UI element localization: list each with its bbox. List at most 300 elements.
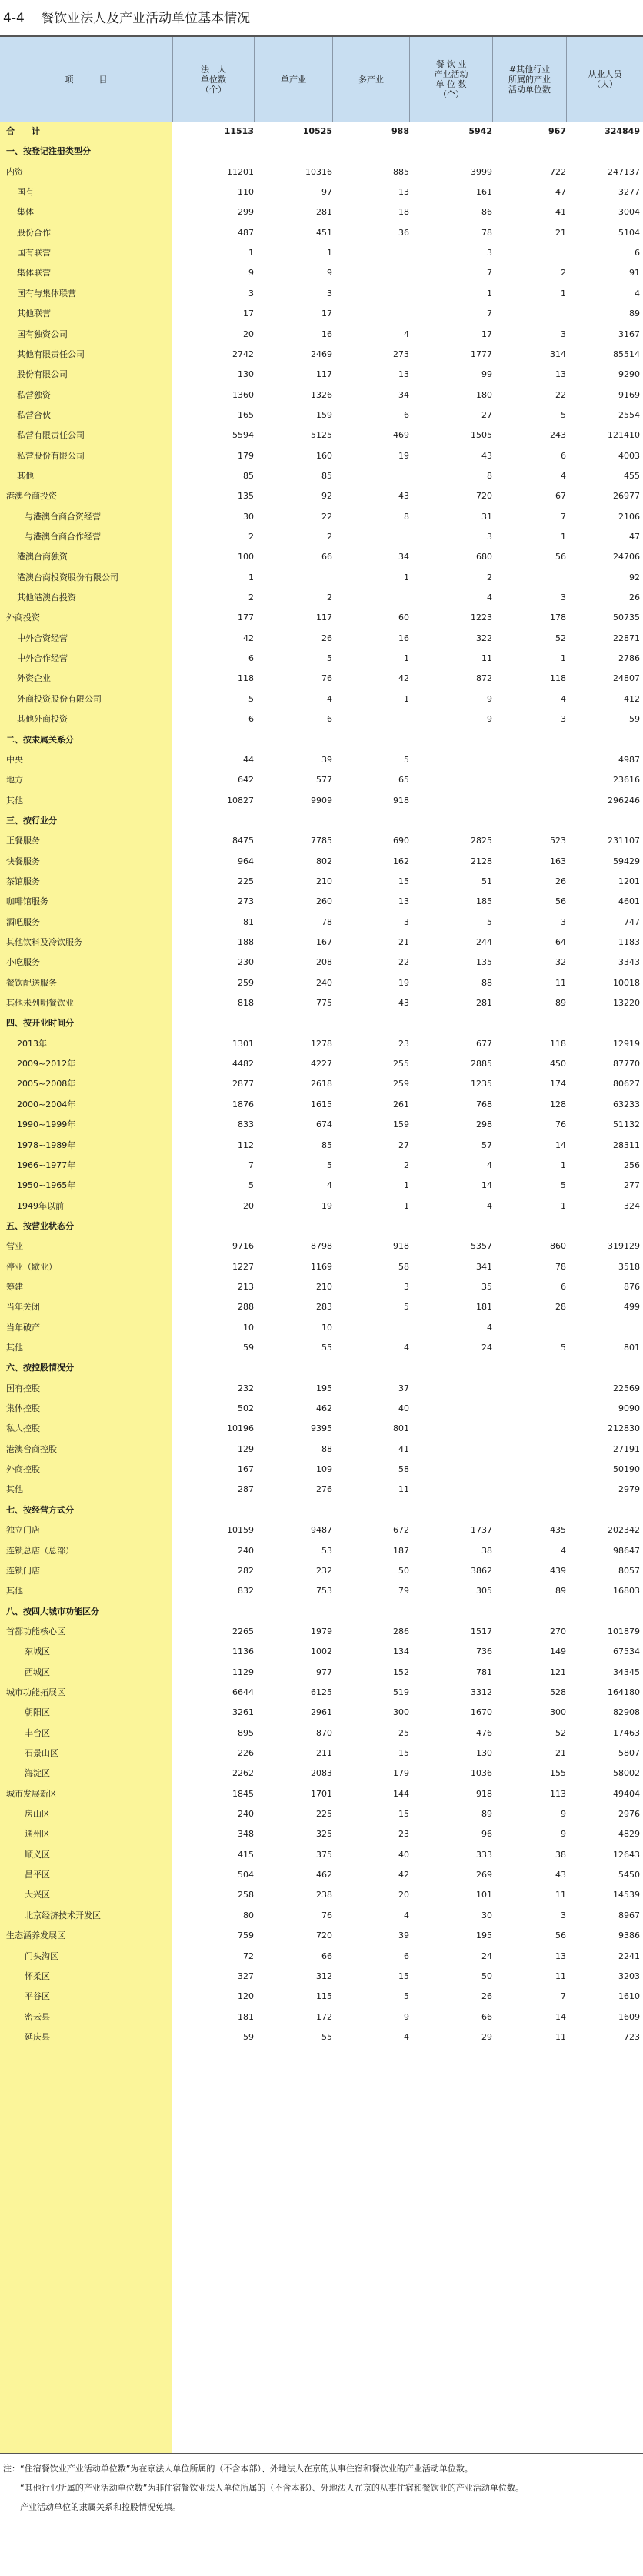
row-value: 299 (238, 207, 254, 218)
row-value: 85 (243, 470, 254, 481)
row-value: 333 (476, 1849, 492, 1860)
row-value: 314 (550, 349, 566, 359)
row-value: 5 (404, 754, 409, 765)
row-value: 65 (398, 775, 409, 786)
row-value: 1777 (471, 349, 492, 359)
row-value: 82908 (613, 1707, 640, 1718)
table-row (0, 1642, 643, 1662)
row-value: 300 (550, 1707, 566, 1718)
section-header-row (0, 1216, 643, 1236)
table-row (0, 1541, 643, 1561)
row-value: 8 (404, 511, 409, 522)
row-value: 43 (555, 1870, 566, 1880)
row-value: 277 (624, 1180, 640, 1191)
row-label: 咖啡馆服务 (6, 896, 48, 907)
row-label: 私营股份有限公司 (17, 450, 85, 461)
row-value: 3 (404, 1281, 409, 1292)
row-value: 273 (238, 896, 254, 907)
row-label: 股份合作 (17, 227, 51, 238)
table-row (0, 852, 643, 872)
row-label: 内资 (6, 166, 23, 177)
row-value: 22 (555, 389, 566, 400)
row-value (409, 791, 492, 811)
row-value: 4 (404, 2031, 409, 2042)
row-label: 外商投资 (6, 612, 40, 623)
row-value: 1701 (311, 1788, 332, 1799)
row-label: 港澳台商独资 (17, 552, 68, 562)
row-value: 2976 (618, 1809, 640, 1820)
table-row (0, 162, 643, 182)
row-value: 273 (393, 349, 409, 359)
row-value: 15 (398, 1748, 409, 1758)
row-value: 17 (481, 329, 492, 339)
row-value: 375 (316, 1849, 332, 1860)
table-row (0, 1136, 643, 1156)
table-row (0, 486, 643, 506)
row-value: 162 (393, 856, 409, 866)
row-value: 1 (561, 653, 566, 664)
row-value: 188 (238, 937, 254, 947)
row-value: 10 (243, 1322, 254, 1333)
row-value (409, 750, 492, 770)
row-value: 117 (316, 612, 332, 623)
row-value: 885 (393, 166, 409, 177)
row-value: 26 (555, 876, 566, 886)
row-value: 9 (487, 714, 492, 725)
table-row (0, 953, 643, 973)
row-value: 1876 (232, 1099, 254, 1109)
row-value (332, 709, 409, 729)
row-value: 870 (316, 1727, 332, 1738)
row-value (409, 1399, 492, 1419)
row-value: 451 (316, 227, 332, 238)
row-value: 67534 (613, 1647, 640, 1657)
row-value: 163 (550, 856, 566, 866)
table-row (0, 1561, 643, 1581)
row-value (409, 730, 492, 750)
row-value: 40 (398, 1403, 409, 1414)
row-label: 丰台区 (25, 1727, 50, 1738)
row-label: 其他饮料及冷饮服务 (6, 937, 82, 947)
row-value: 988 (391, 126, 409, 136)
row-value: 78 (555, 1261, 566, 1272)
row-value: 118 (550, 1038, 566, 1049)
row-value: 1227 (232, 1261, 254, 1272)
row-value: 12643 (613, 1849, 640, 1860)
row-value (492, 1358, 566, 1378)
row-value: 232 (238, 1383, 254, 1393)
row-value: 1 (248, 248, 254, 259)
table-row (0, 325, 643, 345)
row-value: 89 (629, 309, 640, 319)
row-value: 504 (238, 1870, 254, 1880)
row-value: 9386 (618, 1930, 640, 1941)
row-value: 9 (487, 693, 492, 704)
table-row (0, 1074, 643, 1094)
row-value: 723 (624, 2031, 640, 2042)
row-value: 415 (238, 1849, 254, 1860)
row-value: 4 (487, 1200, 492, 1211)
row-label: 股份有限公司 (17, 369, 68, 380)
table-number: 4-4 (3, 11, 25, 26)
row-label: 快餐服务 (6, 856, 40, 866)
row-value: 6 (248, 653, 254, 664)
row-value (332, 1500, 409, 1520)
row-value: 51132 (613, 1119, 640, 1130)
table-row (0, 345, 643, 365)
row-value: 2742 (232, 349, 254, 359)
table-row (0, 750, 643, 770)
row-value: 720 (316, 1930, 332, 1941)
row-value: 918 (476, 1788, 492, 1799)
row-value: 270 (550, 1626, 566, 1637)
row-value: 24706 (613, 552, 640, 562)
row-value: 2 (487, 572, 492, 582)
table-row (0, 669, 643, 689)
row-value: 121 (550, 1667, 566, 1677)
row-value: 14 (555, 1140, 566, 1150)
row-value: 487 (238, 227, 254, 238)
row-value: 3 (561, 329, 566, 339)
row-label: 当年破产 (6, 1322, 40, 1333)
row-label: 一、按登记注册类型分 (6, 146, 91, 157)
row-value: 4 (487, 1160, 492, 1170)
row-value: 9909 (311, 795, 332, 806)
row-value: 11 (481, 653, 492, 664)
row-value: 155 (550, 1768, 566, 1779)
row-value: 9716 (232, 1241, 254, 1252)
row-label: 连锁门店 (6, 1565, 40, 1576)
row-value: 4 (404, 1343, 409, 1353)
row-label: 独立门店 (6, 1525, 40, 1536)
row-value: 833 (238, 1119, 254, 1130)
row-value: 4 (487, 592, 492, 603)
row-value: 288 (238, 1302, 254, 1313)
row-value: 9290 (618, 369, 640, 380)
row-value: 455 (624, 470, 640, 481)
row-value: 1 (561, 1200, 566, 1211)
row-value: 128 (550, 1099, 566, 1109)
row-value: 5 (487, 916, 492, 927)
row-label: 筹建 (6, 1281, 23, 1292)
row-value: 502 (238, 1403, 254, 1414)
row-value: 1 (248, 572, 254, 582)
row-value: 3277 (618, 187, 640, 198)
row-value: 26 (481, 1991, 492, 2002)
table-row (0, 1763, 643, 1784)
row-value: 18 (398, 207, 409, 218)
row-value: 5357 (471, 1241, 492, 1252)
row-value: 2 (248, 532, 254, 542)
row-value: 78 (481, 227, 492, 238)
row-value: 89 (555, 1586, 566, 1597)
row-value: 226 (238, 1748, 254, 1758)
row-value: 2 (327, 592, 332, 603)
row-value: 10018 (613, 977, 640, 988)
row-value: 172 (316, 2011, 332, 2022)
row-value: 281 (476, 998, 492, 1009)
row-value: 99 (481, 369, 492, 380)
row-value: 40 (398, 1849, 409, 1860)
section-header-row (0, 1500, 643, 1520)
row-label: 城市功能拓展区 (6, 1687, 65, 1697)
row-value (492, 1379, 566, 1399)
row-value: 42 (243, 632, 254, 643)
row-value: 9 (404, 2011, 409, 2022)
row-value: 736 (476, 1647, 492, 1657)
row-value: 9487 (311, 1525, 332, 1536)
row-value: 860 (550, 1241, 566, 1252)
row-value: 1 (404, 1180, 409, 1191)
row-value: 231107 (608, 836, 640, 846)
row-value: 225 (316, 1809, 332, 1820)
footnote: “其他行业所属的产业活动单位数”为非住宿餐饮业法人单位所属的（不含本部）、外地法人在京的从事住宿和餐饮业的产业活动单位数。 (3, 2483, 524, 2493)
row-value (332, 304, 409, 324)
row-label: 石景山区 (25, 1748, 58, 1758)
row-label: 2013年 (17, 1038, 47, 1049)
row-value: 341 (476, 1261, 492, 1272)
row-value: 1360 (232, 389, 254, 400)
row-label: 酒吧服务 (6, 916, 40, 927)
row-value: 53 (322, 1545, 332, 1556)
row-value: 211 (316, 1748, 332, 1758)
row-value: 152 (393, 1667, 409, 1677)
row-value: 1670 (471, 1707, 492, 1718)
row-value: 1 (561, 288, 566, 299)
row-label: 其他联营 (17, 309, 51, 319)
table-row (0, 1460, 643, 1480)
row-label: 2009~2012年 (17, 1059, 76, 1069)
table-row (0, 1581, 643, 1601)
row-value: 1169 (311, 1261, 332, 1272)
row-value: 22 (322, 511, 332, 522)
row-label: 港澳台商投资股份有限公司 (17, 572, 118, 582)
table-row (0, 405, 643, 425)
row-label: 其他未列明餐饮业 (6, 998, 74, 1009)
table-row (0, 1865, 643, 1885)
table-row (0, 1683, 643, 1703)
row-label: 怀柔区 (25, 1970, 50, 1981)
row-value: 977 (316, 1667, 332, 1677)
table-row (0, 2027, 643, 2047)
row-value: 7 (487, 268, 492, 279)
row-value (172, 811, 254, 831)
row-value: 5125 (311, 430, 332, 441)
row-value: 450 (550, 1059, 566, 1069)
row-value (492, 243, 566, 263)
row-value: 23 (398, 1829, 409, 1840)
row-value: 9 (248, 268, 254, 279)
table-row (0, 1095, 643, 1115)
row-value (492, 1399, 566, 1419)
row-value: 181 (476, 1302, 492, 1313)
row-value: 42 (398, 673, 409, 684)
row-value (492, 791, 566, 811)
table-row (0, 649, 643, 669)
row-value: 38 (555, 1849, 566, 1860)
row-value: 15 (398, 1970, 409, 1981)
row-value: 59 (629, 714, 640, 725)
row-value: 100 (238, 552, 254, 562)
row-value: 21 (398, 937, 409, 947)
row-value: 10159 (227, 1525, 254, 1536)
row-value: 4 (487, 1322, 492, 1333)
row-value: 13 (555, 1950, 566, 1961)
row-value: 213 (238, 1281, 254, 1292)
row-label: 停业（歇业） (6, 1261, 57, 1272)
row-value: 324 (624, 1200, 640, 1211)
row-value: 10316 (305, 166, 332, 177)
row-value: 5 (404, 1991, 409, 2002)
row-value: 3 (561, 714, 566, 725)
row-value: 5942 (468, 126, 492, 136)
row-value: 113 (550, 1788, 566, 1799)
table-row (0, 1824, 643, 1844)
row-label: 集体 (17, 207, 34, 218)
row-value: 259 (238, 977, 254, 988)
row-value (409, 1602, 492, 1622)
row-label: 八、按四大城市功能区分 (6, 1606, 99, 1617)
row-value: 876 (624, 1281, 640, 1292)
row-value: 327 (238, 1970, 254, 1981)
row-value (332, 284, 409, 304)
row-value: 1 (404, 1200, 409, 1211)
row-value: 240 (238, 1545, 254, 1556)
row-value: 110 (238, 187, 254, 198)
row-value (332, 1358, 409, 1378)
row-value: 298 (476, 1119, 492, 1130)
row-value: 58 (398, 1261, 409, 1272)
row-value: 56 (555, 896, 566, 907)
row-value: 1845 (232, 1788, 254, 1799)
row-value: 674 (316, 1119, 332, 1130)
header-establishments: 餐 饮 业 产业活动 单 位 数 （个） (409, 37, 492, 122)
row-value: 1129 (232, 1667, 254, 1677)
row-label: 朝阳区 (25, 1707, 50, 1718)
row-label: 集体联营 (17, 268, 51, 279)
row-value: 230 (238, 957, 254, 968)
row-value: 7 (561, 511, 566, 522)
row-value: 801 (393, 1423, 409, 1434)
row-value: 4 (327, 693, 332, 704)
row-label: 通州区 (25, 1829, 50, 1840)
row-value: 88 (322, 1443, 332, 1454)
row-value: 208 (316, 957, 332, 968)
row-label: 合 计 (6, 126, 40, 136)
row-value: 10 (322, 1322, 332, 1333)
row-value: 50 (481, 1970, 492, 1981)
table-row (0, 1176, 643, 1196)
footnotes (3, 2459, 638, 2517)
table-row (0, 1926, 643, 1946)
row-label: 其他 (6, 1586, 23, 1597)
row-label: 首都功能核心区 (6, 1626, 65, 1637)
row-label: 私人控股 (6, 1423, 40, 1434)
row-label: 茶馆服务 (6, 876, 40, 886)
row-label: 连锁总店（总部） (6, 1545, 74, 1556)
row-label: 1990~1999年 (17, 1119, 76, 1130)
row-value (566, 1318, 640, 1338)
row-label: 港澳台商投资 (6, 491, 57, 502)
row-value: 59 (243, 2031, 254, 2042)
table-row (0, 791, 643, 811)
row-value: 85 (322, 470, 332, 481)
row-value: 8798 (311, 1241, 332, 1252)
table-row (0, 223, 643, 243)
row-value (254, 811, 332, 831)
row-value: 1517 (471, 1626, 492, 1637)
row-value (172, 1216, 254, 1236)
row-value: 164180 (608, 1687, 640, 1697)
row-value: 49404 (613, 1788, 640, 1799)
table-row (0, 770, 643, 790)
row-value: 25 (398, 1727, 409, 1738)
row-value (566, 811, 640, 831)
row-value: 259 (393, 1079, 409, 1089)
footnote: 注：“住宿餐饮业产业活动单位数”为在京法人单位所属的（不含本部）、外地法人在京的从事住宿和餐饮业的产业活动单位数。 (3, 2464, 473, 2474)
row-value (254, 142, 332, 162)
row-value: 4601 (618, 896, 640, 907)
row-value: 677 (476, 1038, 492, 1049)
row-value: 7 (561, 1991, 566, 2002)
row-value: 6 (404, 409, 409, 420)
row-value: 1036 (471, 1768, 492, 1779)
row-value (332, 1602, 409, 1622)
row-value: 1235 (471, 1079, 492, 1089)
row-value: 1 (404, 572, 409, 582)
section-header-row (0, 1013, 643, 1033)
row-value: 3261 (232, 1707, 254, 1718)
row-value: 55 (322, 2031, 332, 2042)
header-legal-units: 法 人 单位数 （个） (172, 37, 254, 122)
row-value: 144 (393, 1788, 409, 1799)
row-label: 其他 (6, 1484, 23, 1495)
row-label: 国有联营 (17, 248, 51, 259)
row-value: 115 (316, 1991, 332, 2002)
table-row (0, 1967, 643, 1987)
row-value: 195 (476, 1930, 492, 1941)
row-value: 722 (550, 166, 566, 177)
row-value: 6644 (232, 1687, 254, 1697)
row-value: 642 (238, 775, 254, 786)
table-row (0, 182, 643, 202)
row-value: 63233 (613, 1099, 640, 1109)
row-value: 747 (624, 916, 640, 927)
row-value: 11 (555, 1970, 566, 1981)
row-value: 439 (550, 1565, 566, 1576)
table-row (0, 993, 643, 1013)
table-body (0, 122, 643, 2453)
row-value (254, 1500, 332, 1520)
row-value: 120 (238, 1991, 254, 2002)
row-value: 22569 (613, 1383, 640, 1393)
row-value: 1223 (471, 612, 492, 623)
row-value: 98647 (613, 1545, 640, 1556)
row-value: 6 (561, 450, 566, 461)
row-value: 5104 (618, 227, 640, 238)
row-value: 759 (238, 1930, 254, 1941)
row-value: 238 (316, 1890, 332, 1900)
row-value: 918 (393, 1241, 409, 1252)
row-value: 43 (481, 450, 492, 461)
row-value: 283 (316, 1302, 332, 1313)
row-value: 11 (555, 977, 566, 988)
table-row (0, 243, 643, 263)
table-row (0, 1115, 643, 1135)
row-value (409, 1440, 492, 1460)
row-value: 67 (555, 491, 566, 502)
row-value: 17 (243, 309, 254, 319)
